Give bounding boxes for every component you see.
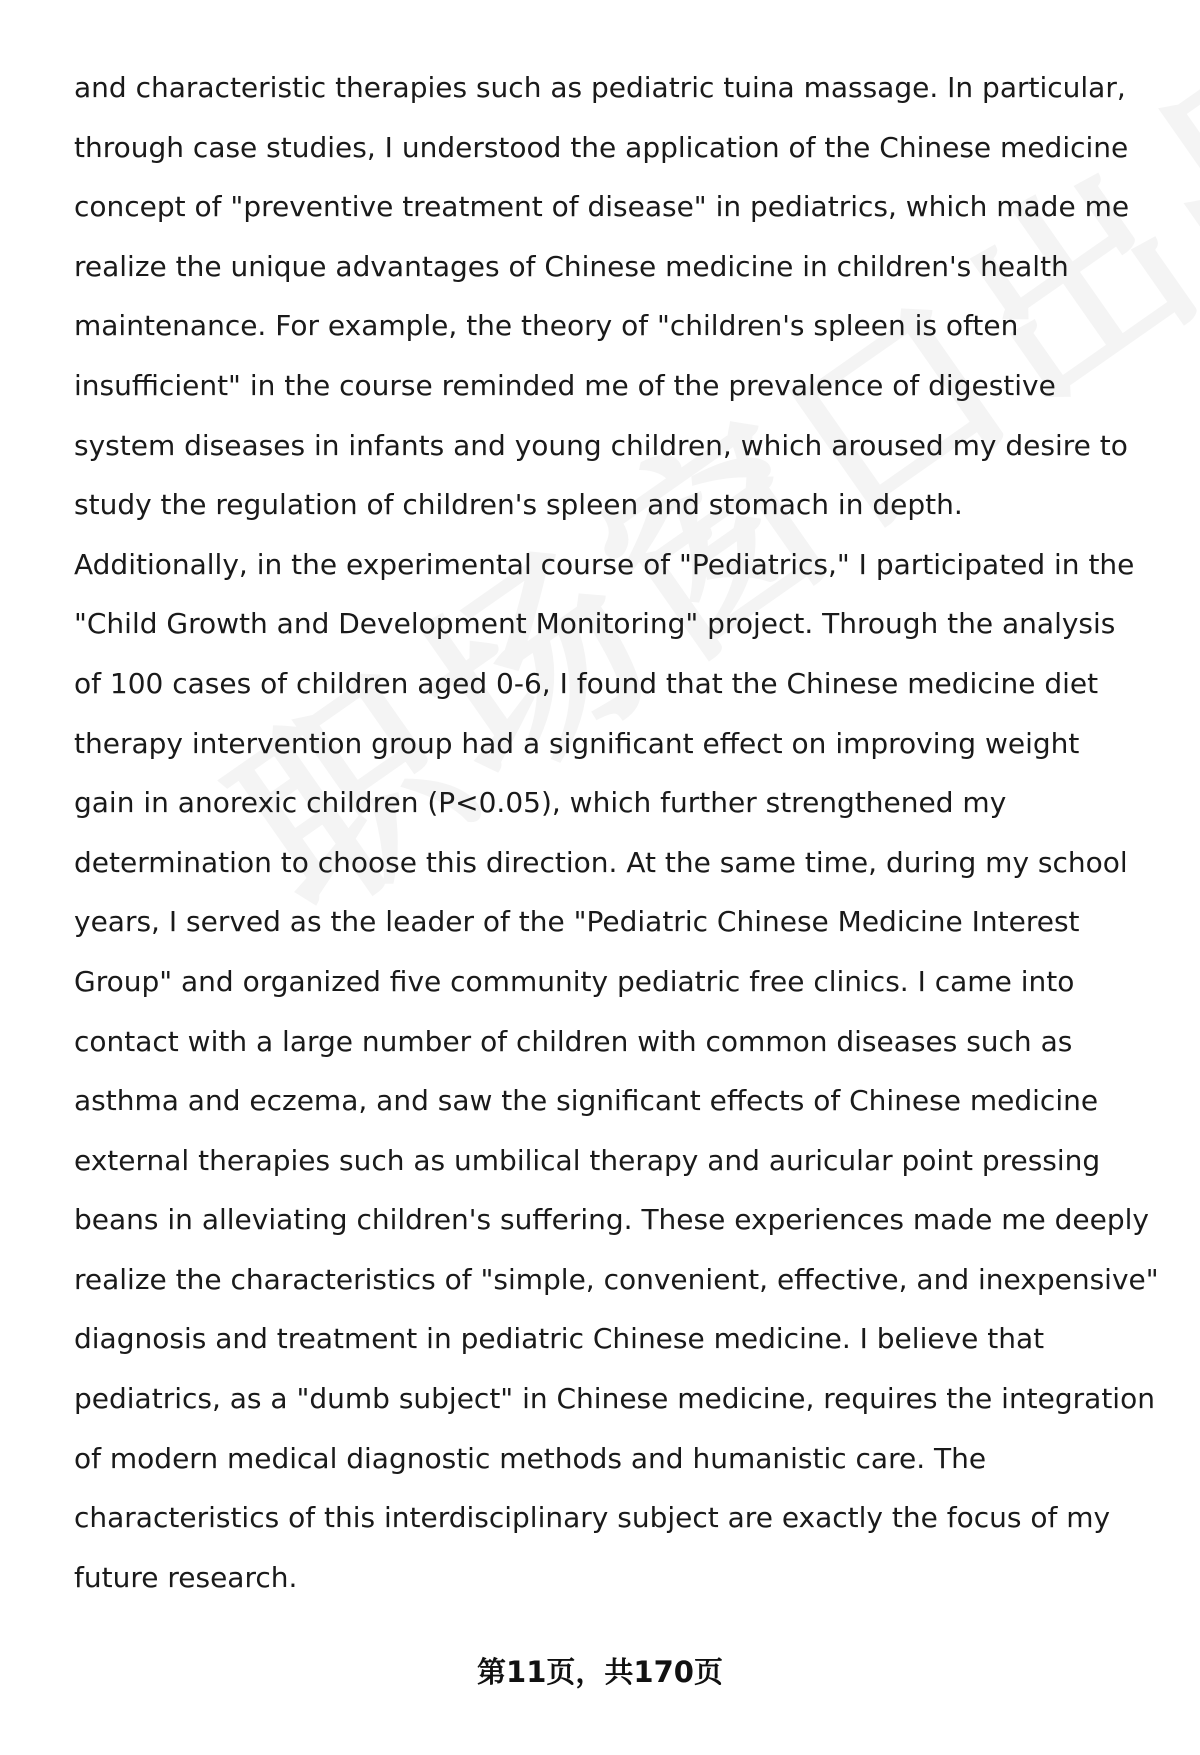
text-line: characteristics of this interdisciplinary subject are exactly the focus of my (74, 1501, 1111, 1535)
text-line: and characteristic therapies such as pediatric tuina massage. In particular, (74, 71, 1126, 104)
text-line: diagnosis and treatment in pediatric Chinese medicine. I believe that (74, 1322, 1045, 1356)
text-line: Group" and organized five community pediatric free clinics. I came into (74, 964, 1075, 998)
text-line: insufficient" in the course reminded me of the prevalence of digestive (74, 368, 1056, 402)
text-line: of modern medical diagnostic methods and humanistic care. The (74, 1441, 987, 1475)
text-line: years, I served as the leader of the "Pediatric Chinese Medicine Interest (74, 905, 1080, 939)
text-line: pediatrics, as a "dumb subject" in Chinese medicine, requires the integration (74, 1382, 1155, 1416)
text-line: "Child Growth and Development Monitoring" project. Through the analysis (74, 607, 1116, 641)
page-number: 第11页，共170页 (477, 1655, 723, 1689)
body-paragraph (74, 58, 1184, 1607)
text-line: Additionally, in the experimental course of "Pediatrics," I participated in the (74, 547, 1135, 581)
text-line: therapy intervention group had a significant effect on improving weight (74, 726, 1080, 760)
text-line: beans in alleviating children's suffering. These experiences made me deeply (74, 1203, 1149, 1237)
text-line: realize the unique advantages of Chinese medicine in children's health (74, 249, 1069, 283)
text-line: of 100 cases of children aged 0-6, I found that the Chinese medicine diet (74, 666, 1099, 700)
text-line: future research. (74, 1560, 298, 1594)
text-line: maintenance. For example, the theory of "children's spleen is often (74, 309, 1019, 343)
text-line: contact with a large number of children with common diseases such as (74, 1024, 1073, 1058)
text-line: asthma and eczema, and saw the significant effects of Chinese medicine (74, 1084, 1099, 1118)
text-line: gain in anorexic children (P<0.05), which further strengthened my (74, 786, 1007, 820)
text-line: realize the characteristics of "simple, convenient, effective, and inexpensive" (74, 1262, 1159, 1296)
text-line: concept of "preventive treatment of disease" in pediatrics, which made me (74, 190, 1130, 224)
text-line: external therapies such as umbilical therapy and auricular point pressing (74, 1143, 1101, 1177)
text-line: system diseases in infants and young children, which aroused my desire to (74, 428, 1128, 462)
text-line: determination to choose this direction. At the same time, during my school (74, 845, 1128, 879)
text-line: study the regulation of children's spleen and stomach in depth. (74, 488, 963, 522)
text-line: through case studies, I understood the application of the Chinese medicine (74, 130, 1129, 164)
